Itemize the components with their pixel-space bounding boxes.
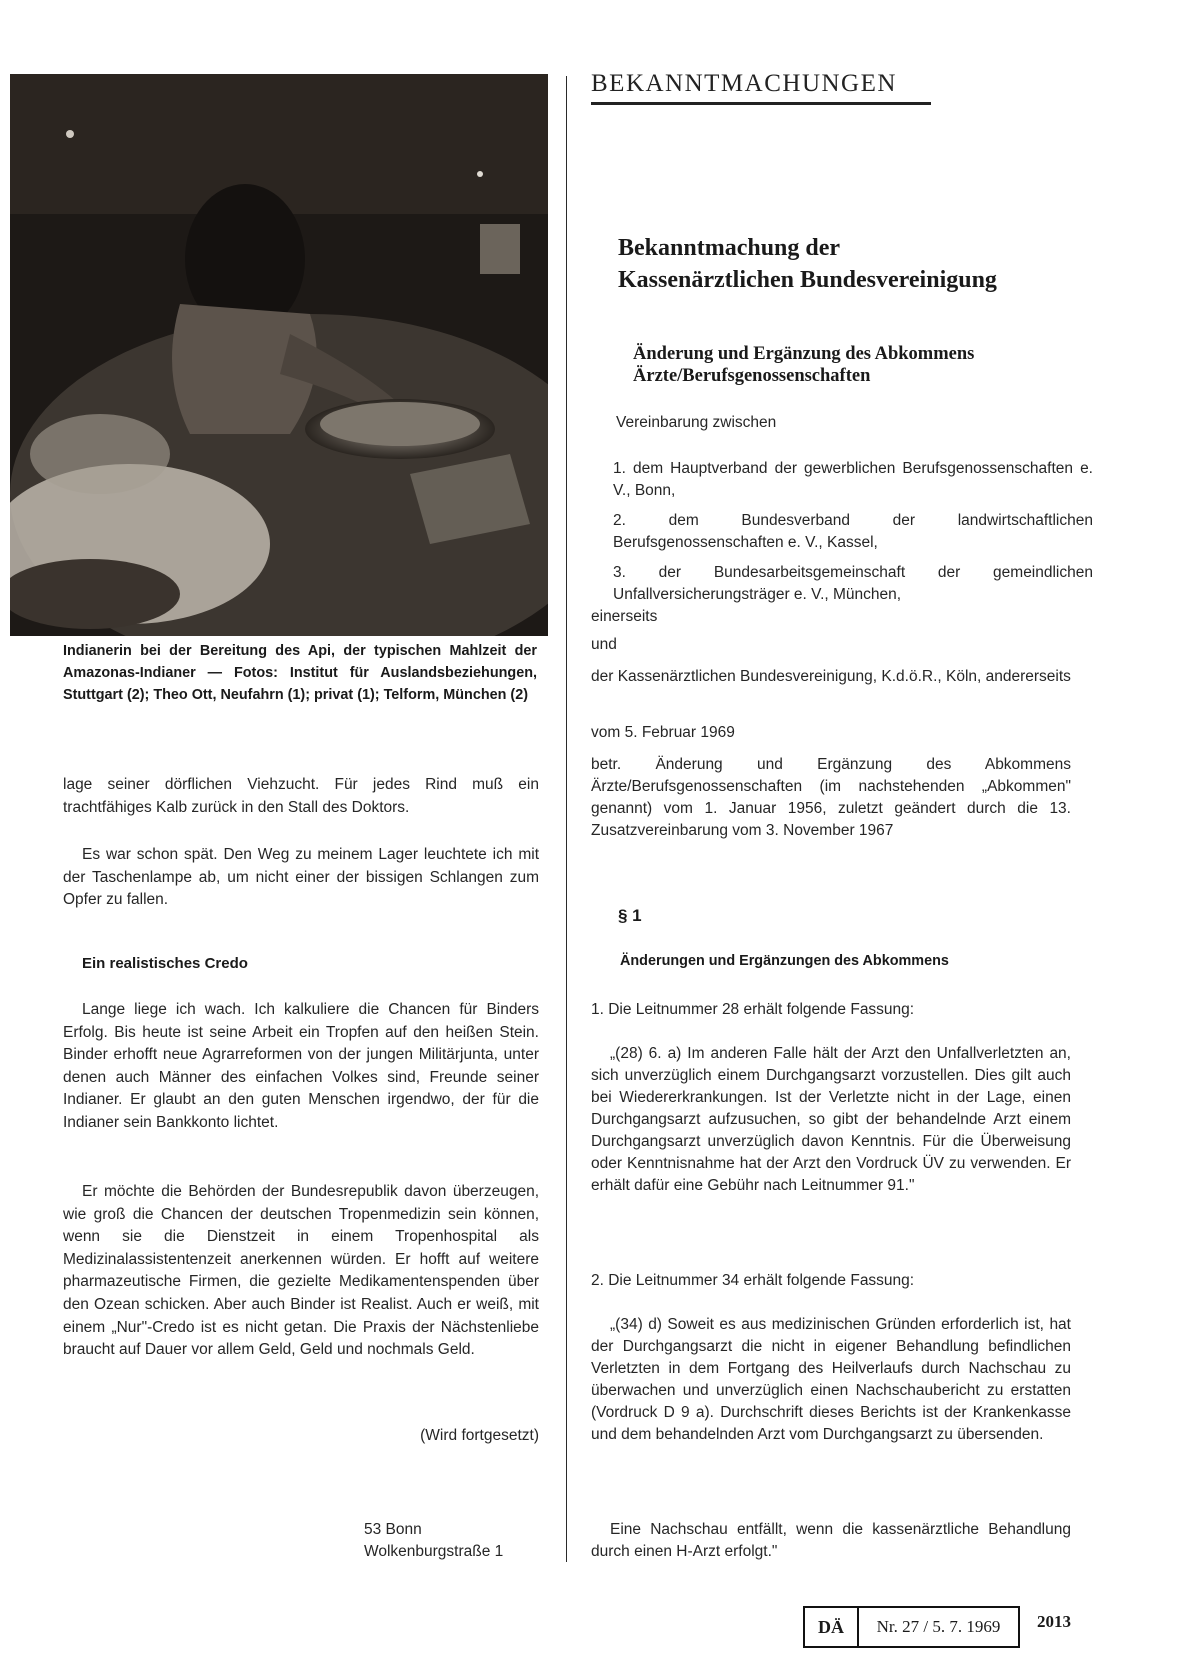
- party-item: 2. dem Bundesverband der landwirtschaftlichen Berufsgenossenschaften e. V., Kassel,: [613, 512, 1093, 551]
- body-paragraph: Es war schon spät. Den Weg zu meinem Lager leuchtete ich mit der Taschenlampe ab, um nicht einer der bissigen Schlangen zum Opfer zu fallen.: [63, 846, 539, 909]
- announcement-subtitle: [633, 343, 974, 387]
- subtitle-line: Ärzte/Berufsgenossenschaften: [633, 366, 871, 386]
- address-line: Wolkenburgstraße 1: [364, 1543, 504, 1560]
- body-paragraph: Er möchte die Behörden der Bundesrepublik davon überzeugen, wie groß die Chancen der deutschen Tropenmedizin sein können, wenn sie die Dienstzeit in einem Tropenhospital als Medizinalassistentenzeit anerkennen würden. Er hofft auf weitere pharmazeutische Firmen, die gezielte Medikamentenspenden über den Ozean schicken. Aber auch Binder ist Realist. Auch er weiß, mit einem „Nur"-Credo ist es nicht getan. Die Praxis der Nächstenliebe braucht auf Dauer vor allem Geld, Geld und nochmals Geld.: [63, 1183, 539, 1359]
- change-text: Eine Nachschau entfällt, wenn die kassenärztliche Behandlung durch einen H-Arzt erfolgt.": [591, 1521, 1071, 1560]
- body-paragraph: Lange liege ich wach. Ich kalkuliere die Chancen für Binders Erfolg. Bis heute ist seine Arbeit ein Tropfen auf den heißen Stein. Binder erhofft neue Agrarreformen von der jungen Militärjunta, unter denen auch Männer des einfachen Volkes sind, Freunde seiner Indianer. Er glaubt an den guten Menschen irgendwo, der für die Indianer sein Bankkonto lichtet.: [63, 1001, 539, 1131]
- announcement-title: [618, 232, 997, 296]
- section-rule: [591, 102, 931, 105]
- change-intro: 1. Die Leitnummer 28 erhält folgende Fassung:: [591, 1001, 915, 1018]
- und-text: und: [591, 636, 617, 653]
- journal-logo: DÄ: [805, 1608, 859, 1646]
- party-item: 3. der Bundesarbeitsgemeinschaft der gemeindlichen Unfallversicherungsträger e. V., München,: [613, 564, 1093, 603]
- photo-caption: Indianerin bei der Bereitung des Api, der typischen Mahlzeit der Amazonas-Indianer — Fotos: Institut für Auslandsbeziehungen, Stuttgart (2); Theo Ott, Neufahrn (1); privat (1); Telform, München (2): [63, 643, 537, 703]
- article-photo: [10, 74, 548, 636]
- agreement-intro: Vereinbarung zwischen: [616, 414, 777, 431]
- issue-box: [803, 1606, 1020, 1648]
- change-text: „(34) d) Soweit es aus medizinischen Gründen erforderlich ist, hat der Durchgangsarzt die nicht in eigener Behandlung befindlichen Verletzten in dem Fortgang des Heilverlaufs durch Nachschau zu überwachen und unverzüglich einen Nachschaubericht zu erstatten (Vordruck D 9 a). Durchschrift dieses Berichts ist der Krankenkasse und dem behandelnden Arzt vom Durchgangsarzt zu übersenden.: [591, 1316, 1071, 1443]
- issue-number: Nr. 27 / 5. 7. 1969: [876, 1617, 1001, 1636]
- change-intro: 2. Die Leitnummer 34 erhält folgende Fassung:: [591, 1272, 915, 1289]
- paragraph-sign: § 1: [618, 906, 642, 925]
- body-paragraph: lage seiner dörflichen Viehzucht. Für jedes Rind muß ein trachtfähiges Kalb zurück in den Stall des Doktors.: [63, 776, 539, 816]
- title-line: Bekanntmachung der: [618, 235, 841, 261]
- section-tag: BEKANNTMACHUNGEN: [591, 70, 897, 97]
- agreement-date: vom 5. Februar 1969: [591, 724, 735, 741]
- column-divider: [566, 76, 567, 1562]
- continued-note: (Wird fortgesetzt): [420, 1427, 539, 1444]
- subtitle-line: Änderung und Ergänzung des Abkommens: [633, 344, 975, 364]
- photo-illustration: [10, 74, 548, 636]
- address-line: 53 Bonn: [364, 1521, 422, 1538]
- section-heading: Änderungen und Ergänzungen des Abkommens: [620, 953, 949, 969]
- einerseits-text: einerseits: [591, 608, 658, 625]
- change-text: „(28) 6. a) Im anderen Falle hält der Arzt den Unfallverletzten an, sich unverzüglich einem Durchgangsarzt vorzustellen. Dies gilt auch bei Wiedererkrankungen. Ist der Verletzte nicht in der Lage, einen Durchgangsarzt aufzusuchen, so gibt der behandelnde Arzt einem Durchgangsarzt unverzüglich davon Kenntnis. Für die Überweisung oder Kenntnisnahme hat der Arzt den Vordruck ÜV zu verwenden. Er erhält dafür eine Gebühr nach Leitnummer 91.": [591, 1045, 1071, 1194]
- kbv-party: der Kassenärztlichen Bundesvereinigung, K.d.ö.R., Köln, andererseits: [591, 668, 1071, 685]
- party-item: 1. dem Hauptverband der gewerblichen Berufsgenossenschaften e. V., Bonn,: [613, 460, 1093, 499]
- page-number: 2013: [1037, 1612, 1071, 1631]
- title-line: Kassenärztlichen Bundesvereinigung: [618, 267, 997, 293]
- author-address: [364, 1519, 503, 1563]
- section-heading: Ein realistisches Credo: [82, 955, 248, 972]
- agreement-subject: betr. Änderung und Ergänzung des Abkommens Ärzte/Berufsgenossenschaften (im nachstehenden „Abkommen" genannt) vom 1. Januar 1956, zuletzt geändert durch die 13. Zusatzvereinbarung vom 3. November 1967: [591, 756, 1071, 839]
